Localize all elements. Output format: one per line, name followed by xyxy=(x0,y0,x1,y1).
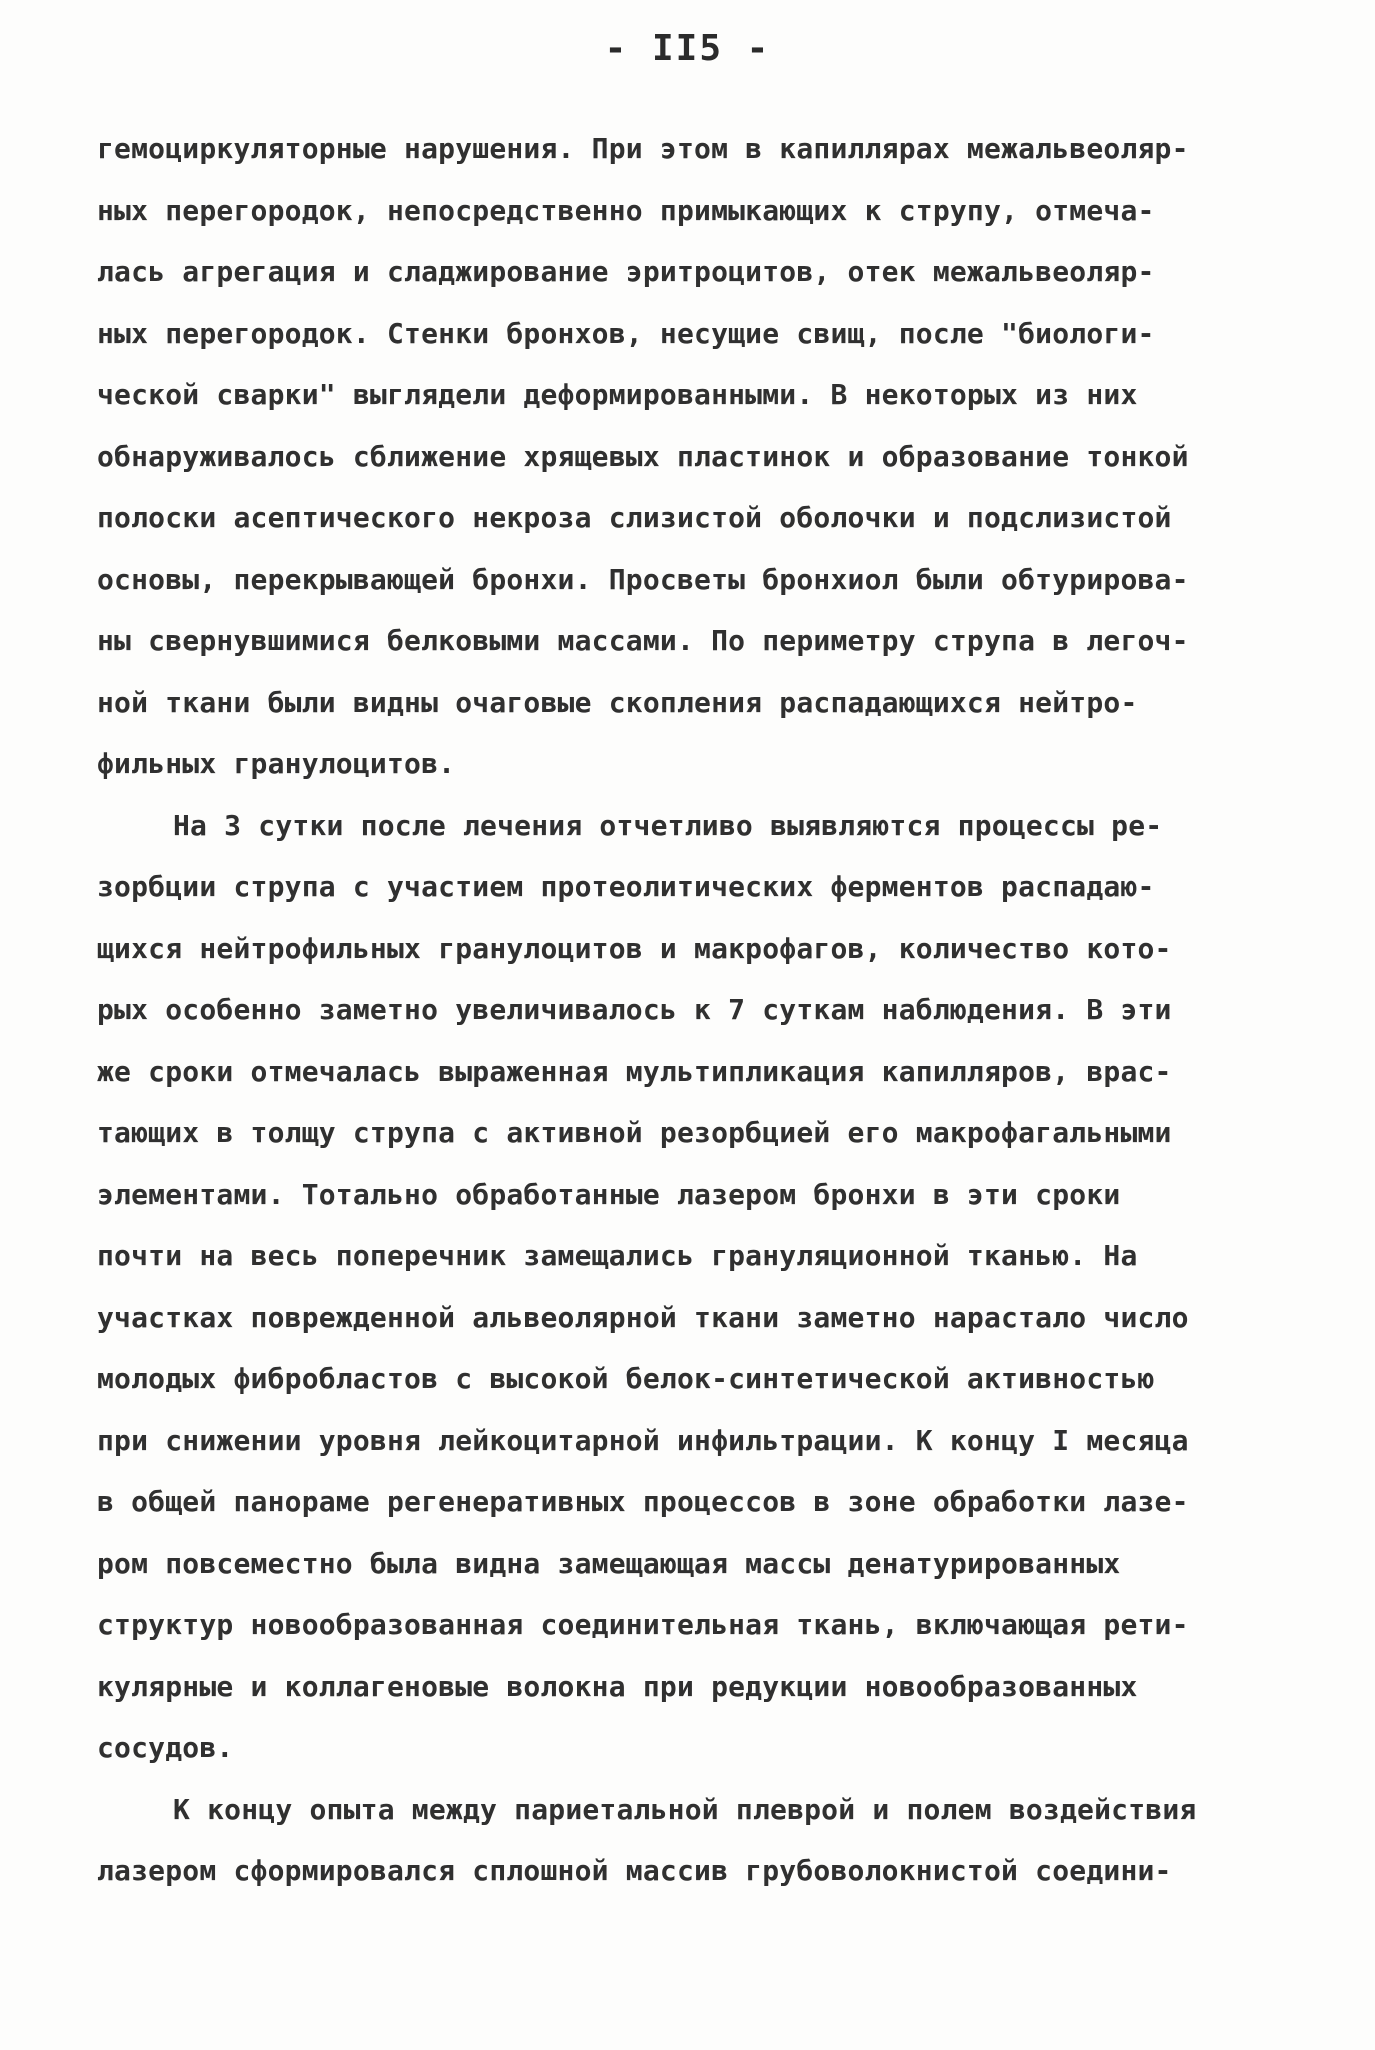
text-line: основы, перекрывающей бронхи. Просветы бронхиол были обтурирова- xyxy=(97,562,1189,596)
text-line: тающих в толщу струпа с активной резорбцией его макрофагальными xyxy=(97,1116,1172,1149)
text-line: ны свернувшимися белковыми массами. По периметру струпа в легоч- xyxy=(97,624,1189,657)
page-number: - II5 - xyxy=(604,28,771,69)
text-line: полоски асептического некроза слизистой оболочки и подслизистой xyxy=(97,501,1172,534)
text-line: в общей панораме регенеративных процессов в зоне обработки лазе- xyxy=(97,1485,1189,1518)
text-line: элементами. Тотально обработанные лазером бронхи в эти сроки xyxy=(97,1177,1121,1211)
text-line: рых особенно заметно увеличивалось к 7 суткам наблюдения. В эти xyxy=(97,993,1172,1026)
text-line: структур новообразованная соединительная ткань, включающая рети- xyxy=(97,1608,1189,1641)
text-line: лась агрегация и сладжирование эритроцитов, отек межальвеоляр- xyxy=(97,255,1155,288)
text-line: молодых фибробластов с высокой белок-синтетической активностью xyxy=(97,1362,1155,1395)
body-text xyxy=(97,118,1297,1902)
text-line: ческой сварки" выглядели деформированными. В некоторых из них xyxy=(97,378,1138,411)
text-line: почти на весь поперечник замещались грануляционной тканью. На xyxy=(97,1239,1138,1272)
text-line: ной ткани были видны очаговые скопления распадающихся нейтро- xyxy=(97,685,1138,719)
text-line: гемоциркуляторные нарушения. При этом в капиллярах межальвеоляр- xyxy=(97,132,1189,165)
text-line: ных перегородок. Стенки бронхов, несущие свищ, после "биологи- xyxy=(97,316,1155,350)
text-line: ных перегородок, непосредственно примыкающих к струпу, отмеча- xyxy=(97,193,1155,227)
text-line: ром повсеместно была видна замещающая массы денатурированных xyxy=(97,1546,1121,1580)
text-line: лазером сформировался сплошной массив грубоволокнистой соедини- xyxy=(97,1854,1172,1887)
text-line: сосудов. xyxy=(97,1731,234,1764)
text-line: зорбции струпа с участием протеолитических ферментов распадаю- xyxy=(97,870,1155,903)
text-line: же сроки отмечалась выраженная мультипликация капилляров, врас- xyxy=(97,1054,1172,1088)
text-line: участках поврежденной альвеолярной ткани заметно нарастало число xyxy=(97,1300,1189,1334)
text-line: кулярные и коллагеновые волокна при редукции новообразованных xyxy=(97,1669,1138,1703)
text-line: щихся нейтрофильных гранулоцитов и макрофагов, количество кото- xyxy=(97,931,1172,965)
text-line: К концу опыта между париетальной плеврой и полем воздействия xyxy=(173,1792,1197,1826)
text-line: На 3 сутки после лечения отчетливо выявляются процессы ре- xyxy=(173,808,1163,842)
text-line: обнаруживалось сближение хрящевых пластинок и образование тонкой xyxy=(97,439,1189,473)
text-line: при снижении уровня лейкоцитарной инфильтрации. К концу I месяца xyxy=(97,1423,1189,1457)
text-line: фильных гранулоцитов. xyxy=(97,747,456,780)
